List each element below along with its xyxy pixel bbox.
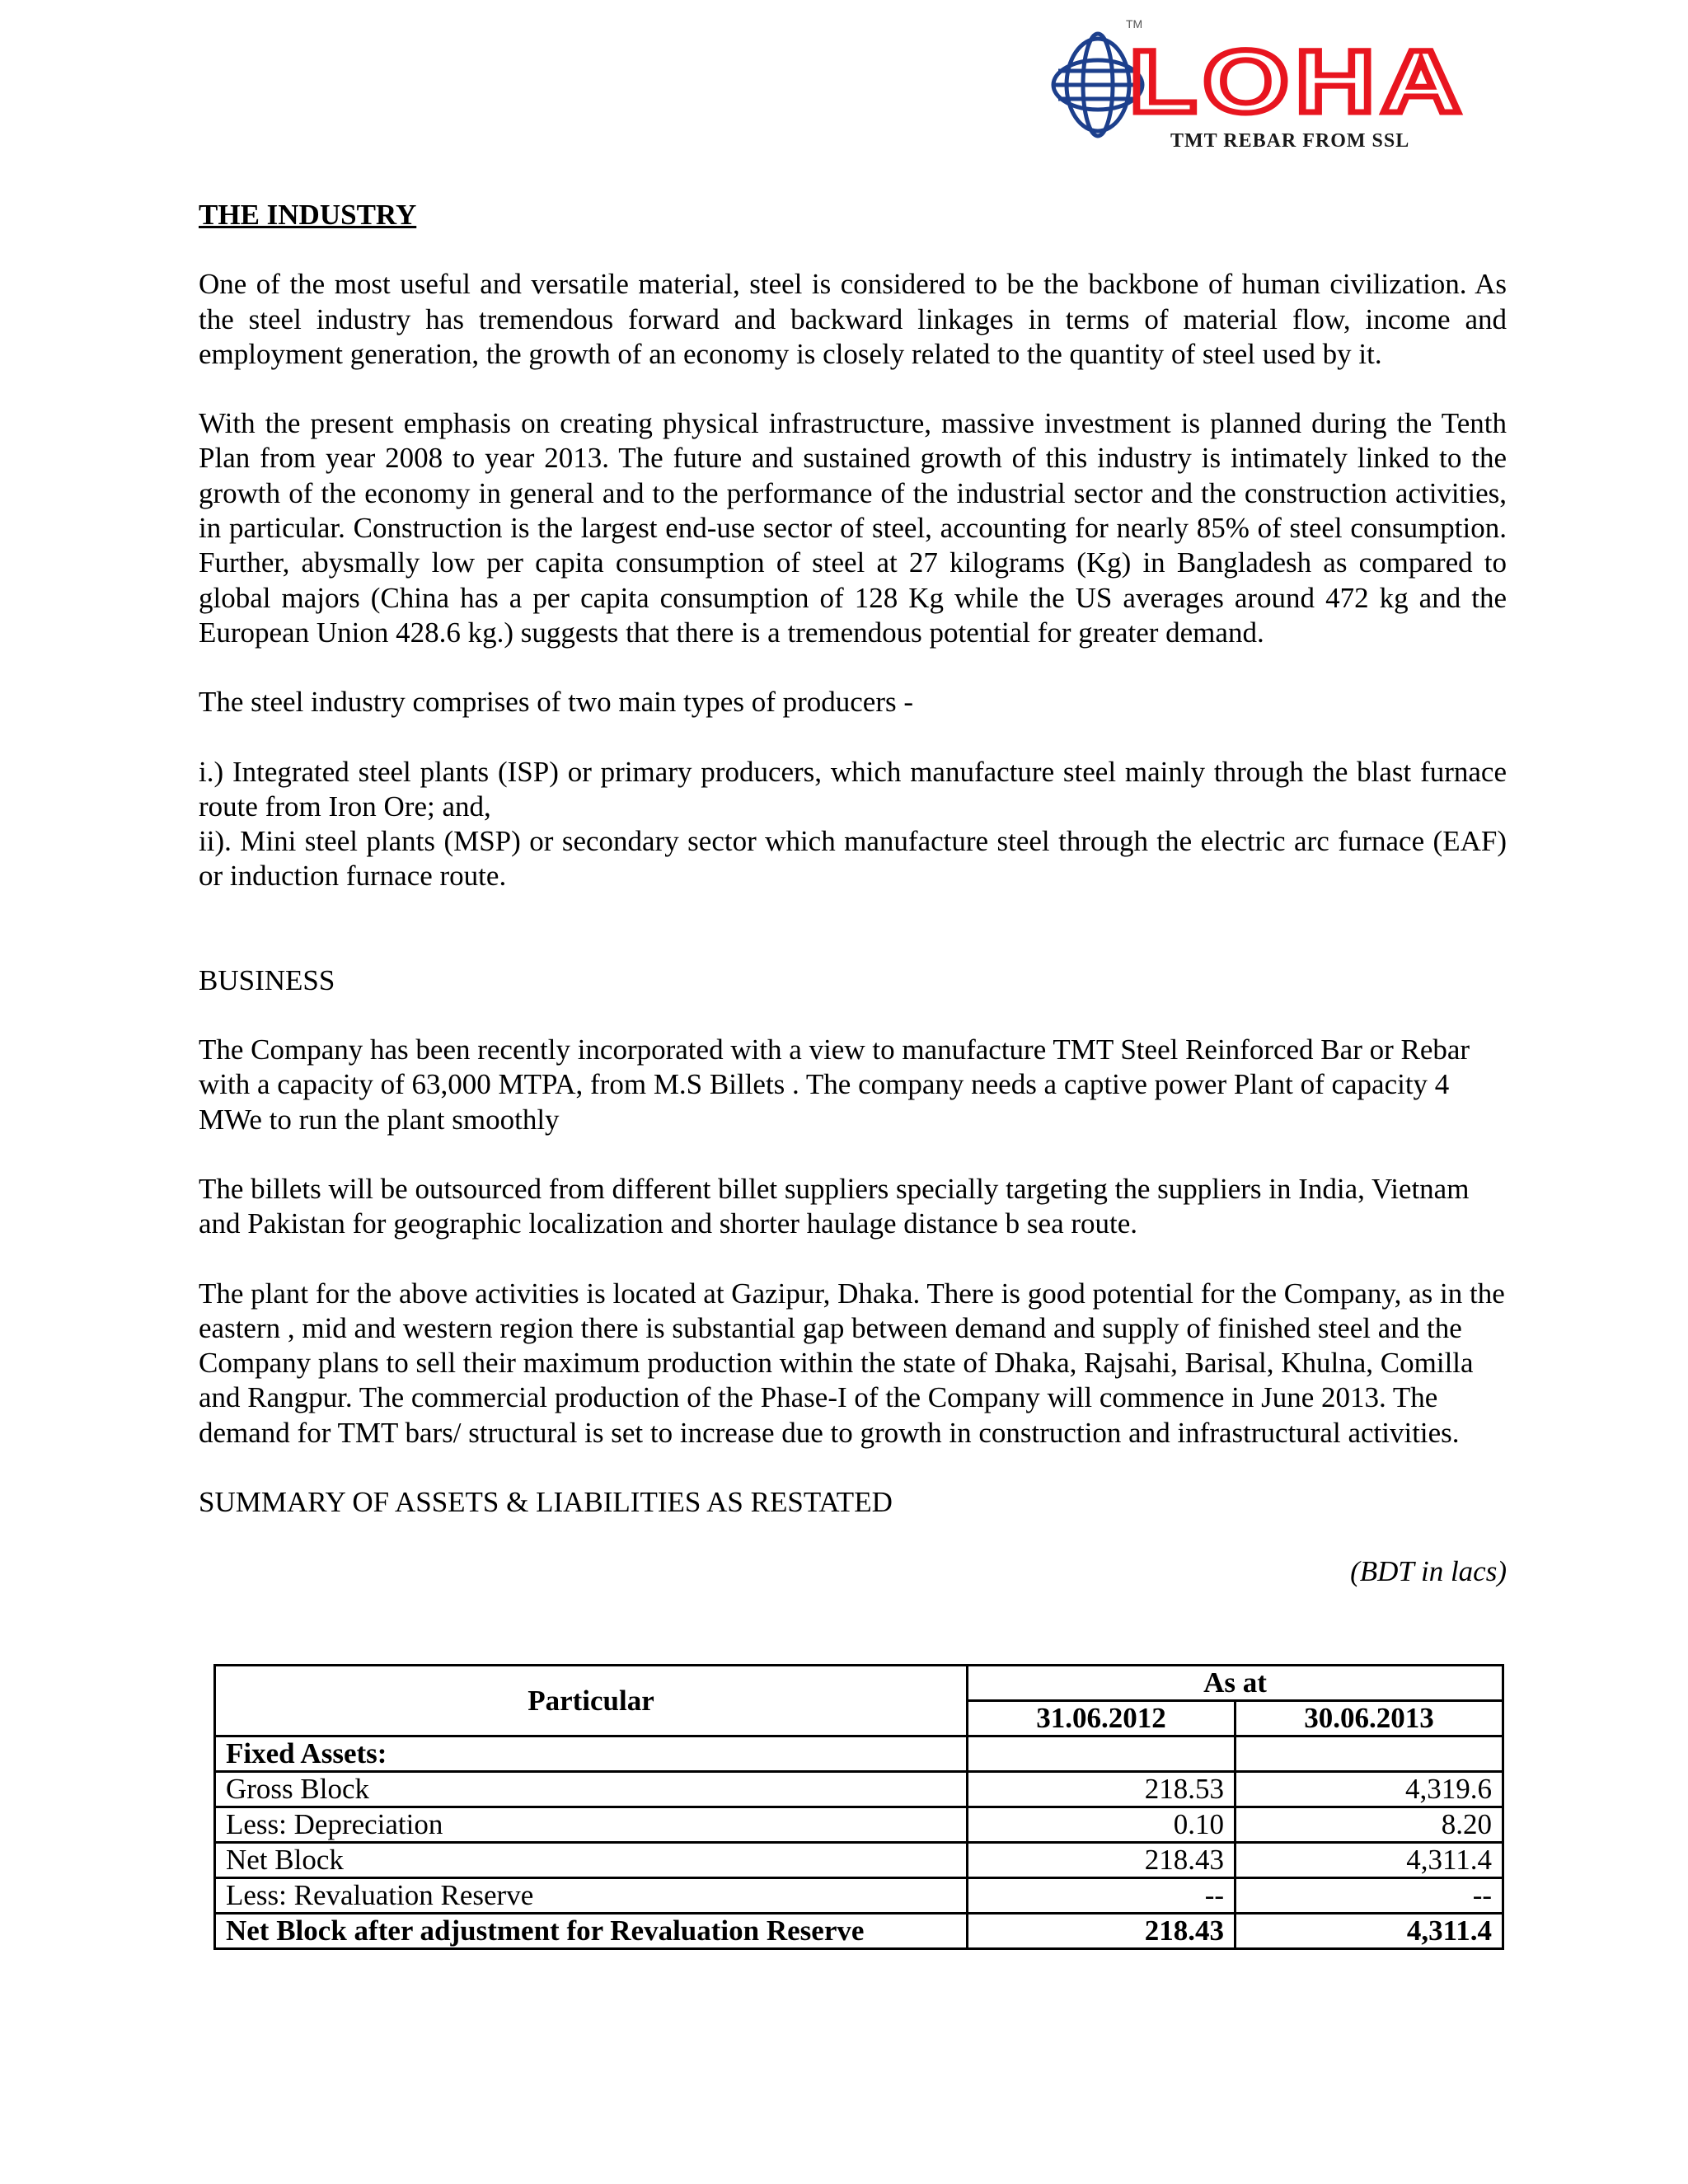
industry-paragraph-2: With the present emphasis on creating physical infrastructure, massive investment is planned during the Tenth Plan from year 2008 to year 2013. The future and sustained growth of this industry is intimately linked to the growth of the economy in general and to the performance of the industrial sector and the construction activities, in particular. Construction is the largest end-use sector of steel, accounting for nearly 85% of steel consumption. Further, abysmally low per capita consumption of steel at 27 kilograms (Kg) in Bangladesh as compared to global majors (China has a per capita consumption of 128 Kg while the US averages around 472 kg and the European Union 428.6 kg.) suggests that there is a tremendous potential for greater demand. [199,407,1507,649]
producer-type-2: ii). Mini steel plants (MSP) or secondary sector which manufacture steel through the electric arc furnace (EAF) or induction furnace route. [199,825,1507,893]
business-paragraph-2: The billets will be outsourced from different billet suppliers specially targeting the suppliers in India, Vietnam and Pakistan for geographic localization and shorter haulage distance b sea route. [199,1172,1470,1240]
business-paragraph-1: The Company has been recently incorporated with a view to manufacture TMT Steel Reinforced Bar or Rebar with a capacity of 63,000 MTPA, from M.S Billets . The company needs a captive power Plant of capacity 4 MWe to run the plant smoothly [199,1033,1470,1136]
table-row [215,1772,1503,1807]
row-value-2013: 4,319.6 [1236,1772,1503,1807]
row-label: Fixed Assets: [215,1736,968,1772]
row-label: Gross Block [215,1772,968,1807]
header-as-at: As at [968,1666,1503,1701]
row-value-2013 [1236,1736,1503,1772]
summary-heading: SUMMARY OF ASSETS & LIABILITIES AS RESTATED [199,1486,893,1519]
row-label: Net Block after adjustment for Revaluation Reserve [215,1914,968,1949]
row-label: Net Block [215,1843,968,1878]
header-date-2012: 31.06.2012 [968,1701,1236,1736]
producer-type-1: i.) Integrated steel plants (ISP) or primary producers, which manufacture steel mainly through the blast furnace route from Iron Ore; and, [199,755,1507,823]
row-value-2013: 4,311.4 [1236,1843,1503,1878]
table-row [215,1807,1503,1843]
row-value-2013: -- [1236,1878,1503,1914]
row-value-2012: 0.10 [968,1807,1236,1843]
table-row [215,1843,1503,1878]
table-header-row [215,1666,1503,1701]
row-value-2013: 8.20 [1236,1807,1503,1843]
table-row [215,1878,1503,1914]
business-paragraph-3: The plant for the above activities is located at Gazipur, Dhaka. There is good potential for the Company, as in the eastern , mid and western region there is substantial gap between demand and supply of finished steel and the Company plans to sell their maximum production within the state of Dhaka, Rajsahi, Barisal, Khulna, Comilla and Rangpur. The commercial production of the Phase-I of the Company will commence in June 2013. The demand for TMT bars/ structural is set to increase due to growth in construction and infrastructural activities. [199,1277,1505,1449]
header-particular: Particular [215,1666,968,1736]
loha-logo [1047,15,1492,155]
row-value-2012: -- [968,1878,1236,1914]
row-value-2012: 218.53 [968,1772,1236,1807]
logo-brand-name: LOHA [1129,31,1467,131]
industry-heading: THE INDUSTRY [199,199,417,231]
loha-logo-graphic [1047,15,1492,155]
row-value-2012: 218.43 [968,1843,1236,1878]
currency-unit-note: (BDT in lacs) [1350,1555,1507,1588]
row-value-2012: 218.43 [968,1914,1236,1949]
row-value-2013: 4,311.4 [1236,1914,1503,1949]
header-date-2013: 30.06.2013 [1236,1701,1503,1736]
table-row [215,1736,1503,1772]
business-heading: BUSINESS [199,963,335,996]
assets-summary-table [213,1664,1504,1950]
industry-paragraph-1: One of the most useful and versatile material, steel is considered to be the backbone of human civilization. As the steel industry has tremendous forward and backward linkages in terms of material flow, income and employment generation, the growth of an economy is closely related to the quantity of steel used by it. [199,268,1507,370]
row-label: Less: Revaluation Reserve [215,1878,968,1914]
logo-tagline: TMT REBAR FROM SSL [1170,130,1410,152]
industry-paragraph-3: The steel industry comprises of two main types of producers - [199,686,914,719]
trademark-mark: TM [1126,17,1143,30]
document-body [199,198,1507,1590]
row-label: Less: Depreciation [215,1807,968,1843]
row-value-2012 [968,1736,1236,1772]
table-row-total [215,1914,1503,1949]
